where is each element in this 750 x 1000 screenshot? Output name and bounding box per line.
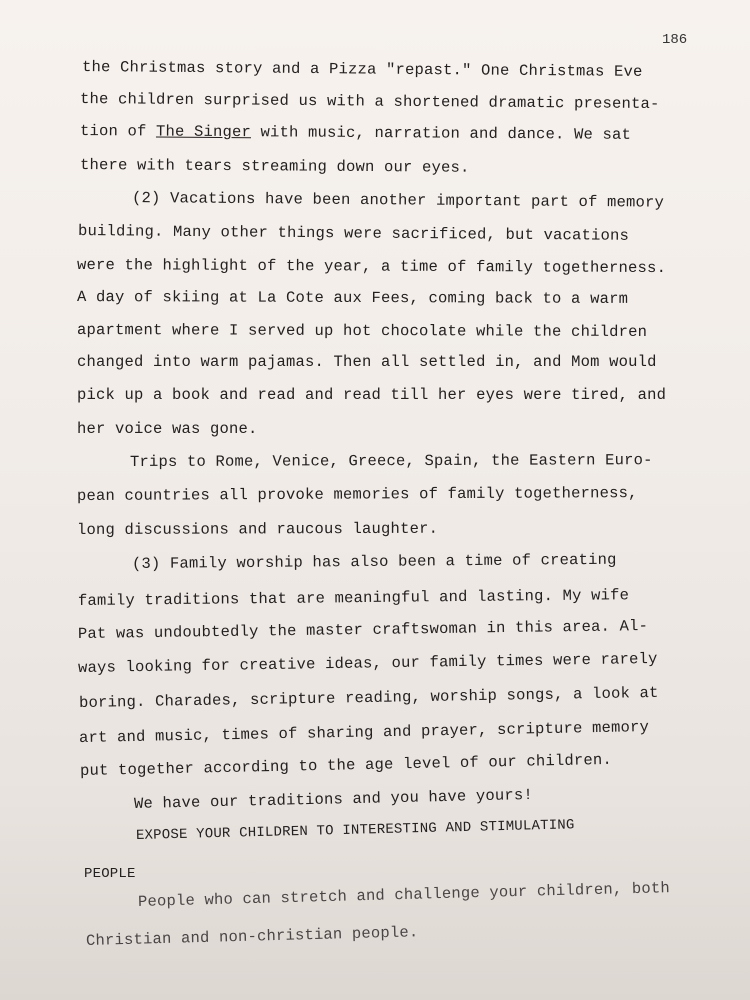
- text-line-6: building. Many other things were sacrificed, but vacations: [77, 222, 630, 245]
- text-line-12: her voice was gone.: [77, 420, 258, 438]
- section-heading-end: PEOPLE: [84, 866, 136, 882]
- text-line-9: apartment where I served up hot chocolate while the children: [76, 321, 648, 341]
- text-line-1: the Christmas story and a Pizza "repast." One Christmas Eve: [81, 58, 643, 81]
- text-line-3-start: tion of: [79, 122, 157, 141]
- text-line-5: (2) Vacations have been another important part of memory: [131, 189, 665, 212]
- text-line-3-end: with music, narration and dance. We sat: [250, 123, 632, 144]
- text-line-11: pick up a book and read and read till her eyes were tired, and: [77, 386, 667, 404]
- text-line-18: Pat was undoubtedly the master craftswoman in this area. Al-: [77, 617, 649, 643]
- text-line-17: family traditions that are meaningful and lasting. My wife: [77, 586, 630, 610]
- text-line-3: [80, 122, 631, 144]
- text-line-21: art and music, times of sharing and prayer, scripture memory: [78, 718, 650, 747]
- book-title: The Singer: [155, 122, 252, 142]
- text-line-14: pean countries all provoke memories of family togetherness,: [76, 484, 638, 505]
- text-line-2: the children surprised us with a shortened dramatic presenta-: [79, 90, 660, 114]
- section-heading: EXPOSE YOUR CHILDREN TO INTERESTING AND STIMULATING: [135, 817, 575, 844]
- text-line-23: We have our traditions and you have yours!: [133, 785, 534, 813]
- text-line-19: ways looking for creative ideas, our family times were rarely: [77, 649, 658, 677]
- text-line-4: there with tears streaming down our eyes.: [79, 156, 470, 177]
- text-line-20: boring. Charades, scripture reading, worship songs, a look at: [78, 683, 659, 712]
- page-number: 186: [662, 32, 688, 48]
- text-line-10: changed into warm pajamas. Then all settled in, and Mom would: [77, 353, 657, 371]
- text-line-15: long discussions and raucous laughter.: [76, 519, 439, 539]
- text-line-8: A day of skiing at La Cote aux Fees, coming back to a warm: [76, 288, 629, 308]
- text-line-25: Christian and non-christian people.: [85, 923, 419, 950]
- text-line-22: put together according to the age level of our children.: [79, 750, 613, 780]
- text-line-13: Trips to Rome, Venice, Greece, Spain, the Eastern Euro-: [129, 451, 653, 471]
- text-line-24: People who can stretch and challenge your children, both: [137, 879, 671, 911]
- text-line-7: were the highlight of the year, a time of family togetherness.: [76, 256, 667, 278]
- text-line-16: (3) Family worship has also been a time of creating: [131, 550, 617, 573]
